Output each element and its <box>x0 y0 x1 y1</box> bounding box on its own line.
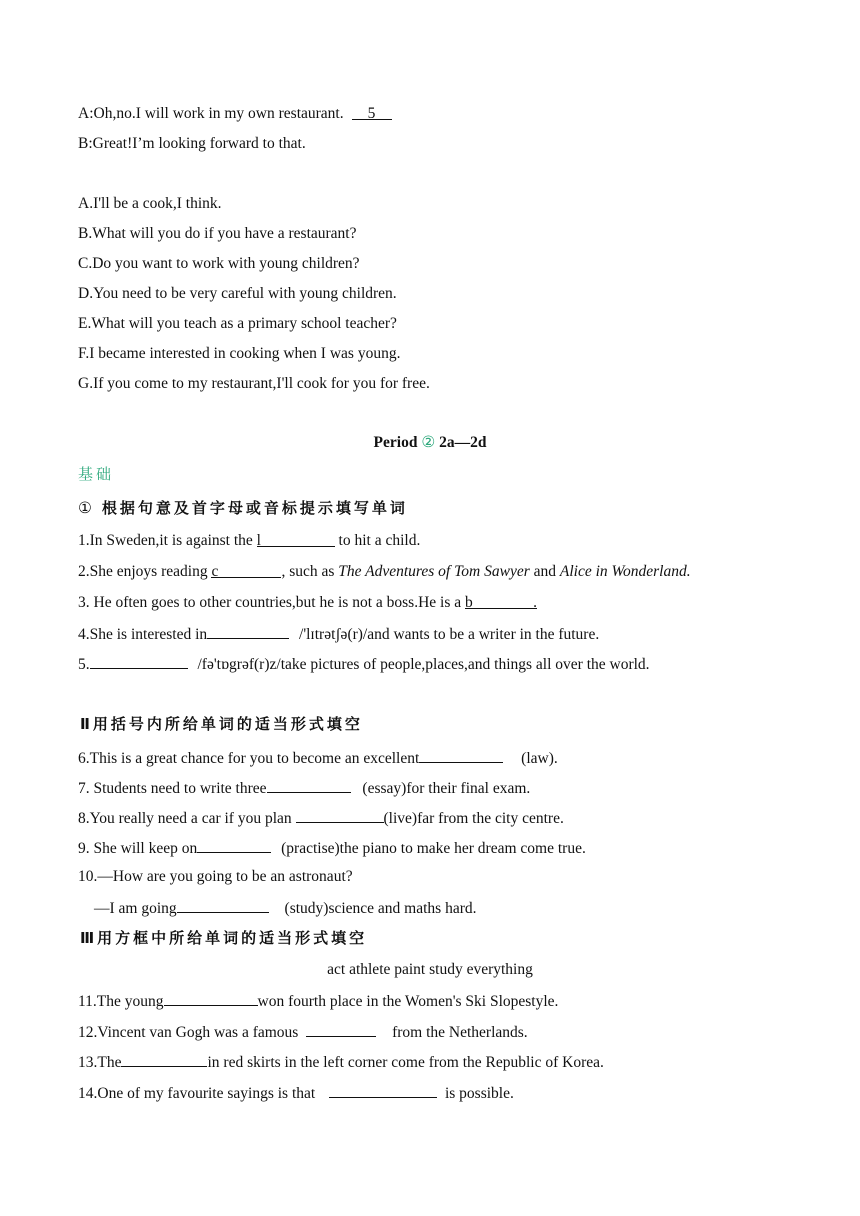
q1-text-after: to hit a child. <box>338 532 421 549</box>
q6-text-before: 6.This is a great chance for you to become an excellent <box>78 750 420 767</box>
q10-answer-blank[interactable] <box>177 897 269 913</box>
dialog-line-a-text: A:Oh,no.I will work in my own restaurant. <box>78 105 344 122</box>
q4-phonetic: /'lɪtrətʃə(r)/ <box>299 626 368 643</box>
q10b-hint: (study)science and maths hard. <box>284 900 477 917</box>
section3-title: Ⅲ用方框中所给单词的适当形式填空 <box>80 929 368 947</box>
question-6 <box>78 747 558 769</box>
option-f: F.I became interested in cooking when I was young. <box>78 345 401 362</box>
section2-title: Ⅱ用括号内所给单词的适当形式填空 <box>80 715 363 733</box>
q7-answer-blank[interactable] <box>267 777 351 793</box>
question-12 <box>78 1021 528 1043</box>
blank-number-5: 5 <box>367 105 376 122</box>
q3-text-after: . <box>533 594 537 611</box>
q12-answer-blank[interactable] <box>306 1021 376 1037</box>
q1-text-before: 1.In Sweden,it is against the <box>78 532 253 549</box>
q9-hint: (practise)the piano to make her dream come true. <box>281 840 586 857</box>
q8-answer-blank[interactable] <box>296 807 384 823</box>
option-g: G.If you come to my restaurant,I'll cook for you for free. <box>78 375 430 392</box>
period-label: Period <box>373 434 418 451</box>
question-10a: 10.—How are you going to be an astronaut? <box>78 868 353 885</box>
period-heading <box>0 433 860 453</box>
q9-answer-blank[interactable] <box>197 837 271 853</box>
option-b: B.What will you do if you have a restaurant? <box>78 225 357 242</box>
basic-label: 基础 <box>78 465 115 483</box>
section1-heading <box>78 498 408 519</box>
question-11 <box>78 990 558 1012</box>
q13-answer-blank[interactable] <box>121 1051 207 1067</box>
option-a: A.I'll be a cook,I think. <box>78 195 222 212</box>
q1-initial-letter: l <box>256 532 261 549</box>
word-box: act athlete paint study everything <box>327 961 533 978</box>
question-1 <box>78 531 420 551</box>
q14-text-before: 14.One of my favourite sayings is that <box>78 1085 316 1102</box>
period-range: 2a—2d <box>439 434 487 451</box>
q6-answer-blank[interactable] <box>419 747 503 763</box>
question-3 <box>78 593 537 613</box>
q2-text-and: and <box>533 563 556 580</box>
q10b-text-before: —I am going <box>94 900 177 917</box>
question-7 <box>78 777 530 799</box>
question-14 <box>78 1082 514 1104</box>
q3-answer-blank[interactable] <box>465 593 537 609</box>
question-2 <box>78 562 691 582</box>
q14-text-after: is possible. <box>444 1085 514 1102</box>
q11-answer-blank[interactable] <box>164 990 258 1006</box>
question-13 <box>78 1051 604 1073</box>
q8-hint: (live)far from the city centre. <box>383 810 564 827</box>
dialog-line-a <box>78 104 392 124</box>
section1-title: 根据句意及首字母或音标提示填写单词 <box>101 499 408 517</box>
question-8 <box>78 807 564 829</box>
q12-text-before: 12.Vincent van Gogh was a famous <box>78 1024 299 1041</box>
q2-answer-blank[interactable] <box>211 562 281 578</box>
q7-text-before: 7. Students need to write three <box>78 780 267 797</box>
q8-text-before: 8.You really need a car if you plan <box>78 810 292 827</box>
q2-text-mid: , such as <box>281 563 335 580</box>
q4-text-before: 4.She is interested in <box>78 626 208 643</box>
q11-text-after: won fourth place in the Women's Ski Slopestyle. <box>257 993 559 1010</box>
question-5 <box>78 653 650 675</box>
dialog-line-b: B:Great!I’m looking forward to that. <box>78 135 306 152</box>
q4-answer-blank[interactable] <box>207 623 289 639</box>
option-e: E.What will you teach as a primary school teacher? <box>78 315 397 332</box>
question-4 <box>78 623 599 645</box>
q2-initial-letter: c <box>211 563 219 580</box>
q7-hint: (essay)for their final exam. <box>362 780 531 797</box>
q14-answer-blank[interactable] <box>329 1082 437 1098</box>
q3-text-before: 3. He often goes to other countries,but he is not a boss.He is a <box>78 594 462 611</box>
q2-text-before: 2.She enjoys reading <box>78 563 208 580</box>
question-9 <box>78 837 586 859</box>
option-d: D.You need to be very careful with young children. <box>78 285 397 302</box>
q13-text-before: 13.The <box>78 1054 122 1071</box>
q3-initial-letter: b <box>465 594 473 611</box>
q6-hint: (law). <box>521 750 558 767</box>
q5-phonetic: /fə'tɒgrəf(r)z/ <box>197 656 281 673</box>
option-c: C.Do you want to work with young children? <box>78 255 360 272</box>
q1-answer-blank[interactable] <box>257 531 335 547</box>
question-10b <box>94 897 477 919</box>
q5-answer-blank[interactable] <box>90 653 188 669</box>
q2-book-title-2: Alice in Wonderland. <box>559 563 691 580</box>
section1-marker: ① <box>78 500 92 517</box>
q9-text-before: 9. She will keep on <box>78 840 198 857</box>
q12-text-after: from the Netherlands. <box>392 1024 528 1041</box>
q2-book-title-1: The Adventures of Tom Sawyer <box>338 563 530 580</box>
q5-text-after: take pictures of people,places,and things all over the world. <box>280 656 650 673</box>
q5-text-before: 5. <box>78 656 90 673</box>
q11-text-before: 11.The young <box>78 993 164 1010</box>
q4-text-after: and wants to be a writer in the future. <box>367 626 600 643</box>
period-number: ② <box>421 434 436 451</box>
q13-text-after: in red skirts in the left corner come from the Republic of Korea. <box>207 1054 604 1071</box>
answer-blank-5[interactable] <box>352 104 392 120</box>
